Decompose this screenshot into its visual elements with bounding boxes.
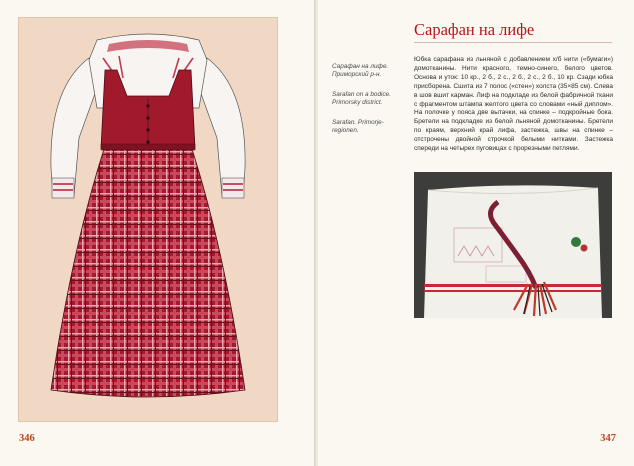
- embroidered-apron-photo-icon: [414, 172, 612, 318]
- page-number-right: 347: [600, 433, 616, 444]
- sarafan-drawing-icon: [19, 18, 277, 421]
- apron-photo: [414, 172, 612, 318]
- title-divider: [414, 42, 612, 43]
- description-text: Юбка сарафана из льняной с добавлением х/б нити («бумаги») домотканины. Нити красного, темно-синего, белого цветов. Основа и уток: 10 кр., 2 б., 2 с., 2 б., 2 с., 2 б., 10 кр. Сзади юбка присборена. Сшита из 7 полос («стен») холста (35×85 см). Слева в шов вшит карман. Лиф на подкладе из белой фабричной ткани с фрагментом штампа желтого цвета со словами «ный диплом». На полочке у пояса две вытачки, на спинке – подкройные бока. Бретели на подкладке из белой льняной домотканины. Бретели по краям, верхний край лифа, застежка, швы на спинке – отстрочены двойной строчкой белыми нитками. Застежка спереди на четырех пуговицах с прорезными петлями.: [414, 56, 613, 153]
- caption-block: [332, 63, 402, 146]
- caption-ru: Сарафан на лифе. Приморский р-н.: [332, 63, 389, 79]
- caption-en: Sarafan on a bodice. Primorsky district.: [332, 90, 391, 107]
- caption-sv: Sarafan. Primorje-regionen.: [332, 118, 384, 135]
- page-number-left: 346: [19, 433, 35, 444]
- sarafan-illustration: [18, 17, 278, 422]
- left-page: [0, 0, 316, 466]
- right-page: [318, 0, 634, 466]
- page-title: Сарафан на лифе: [414, 20, 535, 39]
